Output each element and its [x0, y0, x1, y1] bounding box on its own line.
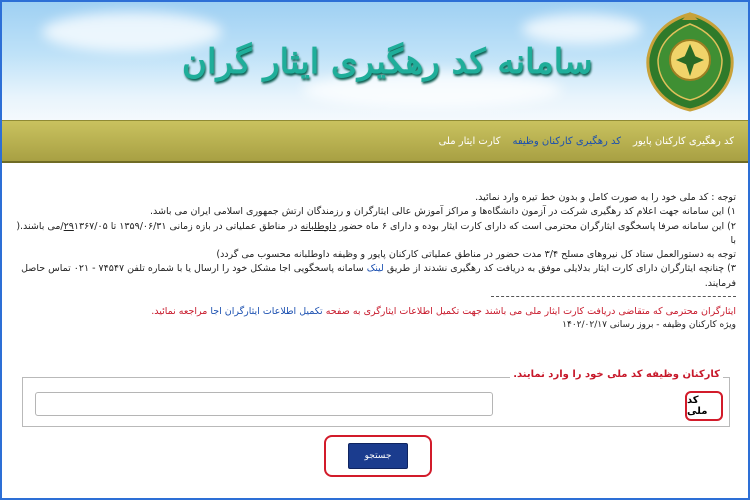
instruction-text: در مناطق عملیاتی در بازه زمانی ۱۳۵۹/۰۶/۳۱ تا	[110, 220, 298, 232]
dashed-divider	[491, 296, 736, 297]
form-legend: کارکنان وظیفه کد ملی خود را وارد نمایند.	[510, 369, 723, 380]
notice-text: ایثارگران محترمی که متقاضی دریافت کارت ایثار ملی می باشند جهت تکمیل اطلاعات ایثارگری به صفحه	[325, 305, 736, 317]
top-navigation	[2, 120, 748, 163]
instruction-text: ۲) این سامانه صرفا پاسخگوی ایثارگران محترمی است که دارای کارت ایثار بوده و دارای ۶ ماه حضور	[339, 220, 736, 232]
instruction-text: ۳) چنانچه ایثارگران دارای کارت ایثار بدلایلی موفق به دریافت کد رهگیری نشدند از طریق	[386, 263, 736, 275]
national-id-form	[22, 369, 730, 427]
support-link[interactable]: لینک	[366, 263, 384, 275]
national-id-label	[685, 391, 723, 421]
underlined-text: داوطلبانه	[300, 220, 337, 232]
instruction-line: توجه : کد ملی خود را به صورت کامل و بدون خط تیره وارد نمائید.	[475, 192, 736, 203]
update-date-text: ویژه کارکنان وظیفه - بروز رسانی ۱۴۰۲/۰۲/۱۷	[562, 320, 736, 330]
nav-item-conscript-staff-code[interactable]: کد رهگیری کارکنان وظیفه	[512, 135, 622, 147]
national-id-label-text: کد ملی	[687, 395, 708, 417]
nav-item-national-isar-card[interactable]: کارت ایثار ملی	[438, 135, 501, 147]
instruction-line: فرمایند.	[704, 277, 736, 289]
notice-text: مراجعه نمائید.	[151, 305, 208, 317]
nav-item-permanent-staff-code[interactable]: کد رهگیری کارکنان پایور	[633, 135, 734, 147]
complete-info-link[interactable]: تکمیل اطلاعات ایثارگران اجا	[210, 305, 323, 317]
national-id-input[interactable]	[35, 392, 493, 416]
instruction-text: سامانه پاسخگویی اجا مشکل خود را ارسال یا با شماره تلفن ۷۴۵۴۷ - ۰۲۱ تماس حاصل	[21, 263, 364, 275]
underlined-text: ۲۹	[63, 220, 74, 232]
instruction-line	[14, 220, 736, 249]
instructions-section	[2, 163, 748, 333]
instruction-line: ۱) این سامانه جهت اعلام کد رهگیری شرکت در آزمون دانشگاه‌ها و مراکز آموزش عالی ایثارگران و رزمندگان ارتش جمهوری اسلامی ایران می باشد.	[150, 206, 736, 218]
cloud-decoration	[522, 14, 642, 44]
search-button[interactable]: جستجو	[348, 443, 408, 469]
instruction-line	[14, 262, 736, 276]
instruction-text: ۱۳۶۷/۰۵/می باشند.( با	[16, 220, 736, 246]
search-button-highlight	[324, 435, 432, 477]
national-card-notice	[14, 305, 736, 319]
site-title: سامانه کد رهگیری ایثار گران	[182, 42, 593, 82]
instruction-line: توجه به دستورالعمل ستاد کل نیروهای مسلح ۳/۴ مدت حضور در مناطق عملیاتی کارکنان پایور و وظیفه داوطلبانه محسوب می گردد)	[216, 249, 736, 260]
site-header	[2, 2, 748, 120]
army-emblem-logo	[642, 10, 738, 114]
